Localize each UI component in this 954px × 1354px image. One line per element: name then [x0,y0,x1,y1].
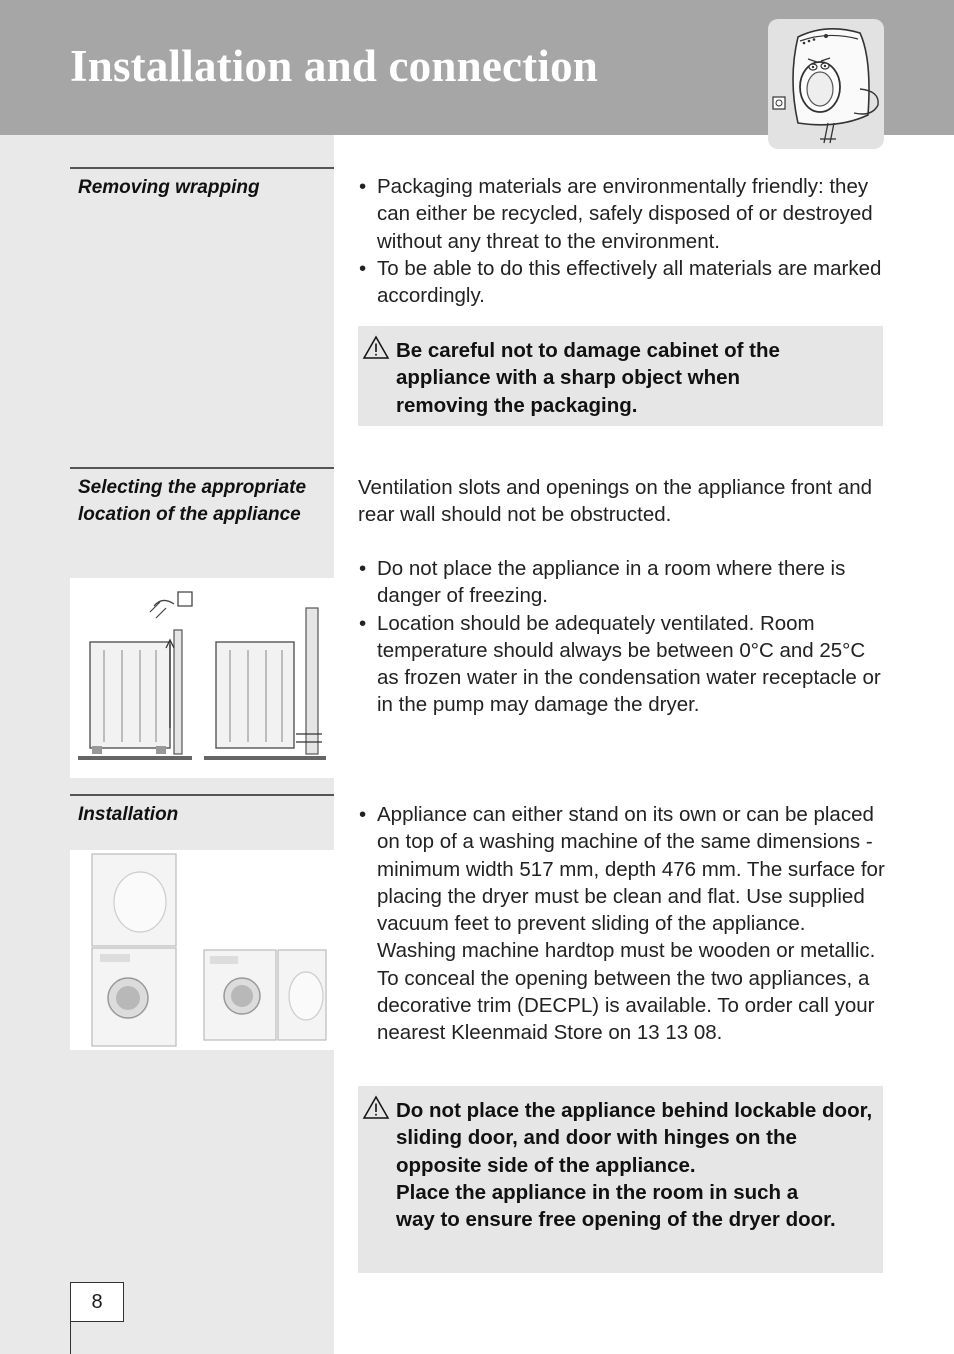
bullet-list [358,555,888,719]
section-title-installation: Installation [78,804,179,825]
list-item: • To be able to do this effectively all materials are marked accordingly. [358,255,888,310]
warning-text: Be careful not to damage cabinet of the appliance with a sharp object when removing the packaging. [396,339,780,417]
location-bullets [358,555,888,719]
stacked-appliances-image [70,850,334,1050]
warning-box [358,326,883,426]
list-item: • Location should be adequately ventilated. Room temperature should always be between 0°C and 25°C as frozen water in the condensation water receptacle or in the pump may damage the dryer. [358,610,888,719]
section-divider [70,467,334,469]
page-number: 8 [70,1282,124,1322]
section-title-location: Selecting the appropriate location of the appliance [78,477,307,525]
warning-box [358,1086,883,1273]
page-header [0,0,954,135]
section-title-removing-wrapping: Removing wrapping [78,177,260,198]
ventilation-diagram-image [70,578,334,778]
installation-text [358,801,888,1047]
list-item: • Packaging materials are environmentally friendly: they can either be recycled, safely disposed of or destroyed without any threat to the environment. [358,173,888,255]
warning-triangle-icon [362,335,390,365]
warning-line: Place the appliance in the room in such a way to ensure free opening of the dryer door. [396,1180,836,1232]
bullet-list [358,801,888,1047]
section-divider [70,167,334,169]
page-title: Installation and connection [70,41,598,91]
section-divider [70,794,334,796]
location-intro-text: Ventilation slots and openings on the appliance front and rear wall should not be obstructed. [358,476,873,527]
bullet-list [358,173,888,309]
warning-triangle-icon [362,1095,390,1125]
removing-wrapping-text [358,173,888,309]
list-item: • Do not place the appliance in a room where there is danger of freezing. [358,555,888,610]
dryer-mascot-icon [768,19,884,149]
warning-text [396,1097,876,1233]
warning-line: Do not place the appliance behind lockable door, sliding door, and door with hinges on the opposite side of the appliance. [396,1099,873,1177]
page-number-rule [70,1321,71,1354]
list-item: • Appliance can either stand on its own or can be placed on top of a washing machine of the same dimensions - minimum width 517 mm, depth 476 mm. The surface for placing the dryer must be clean and flat. Use supplied vacuum feet to prevent sliding of the appliance. Washing machine hardtop must be wooden or metallic. To conceal the opening between the two appliances, a decorative trim (DECPL) is available. To order call your nearest Kleenmaid Store on 13 13 08. [358,801,888,1047]
